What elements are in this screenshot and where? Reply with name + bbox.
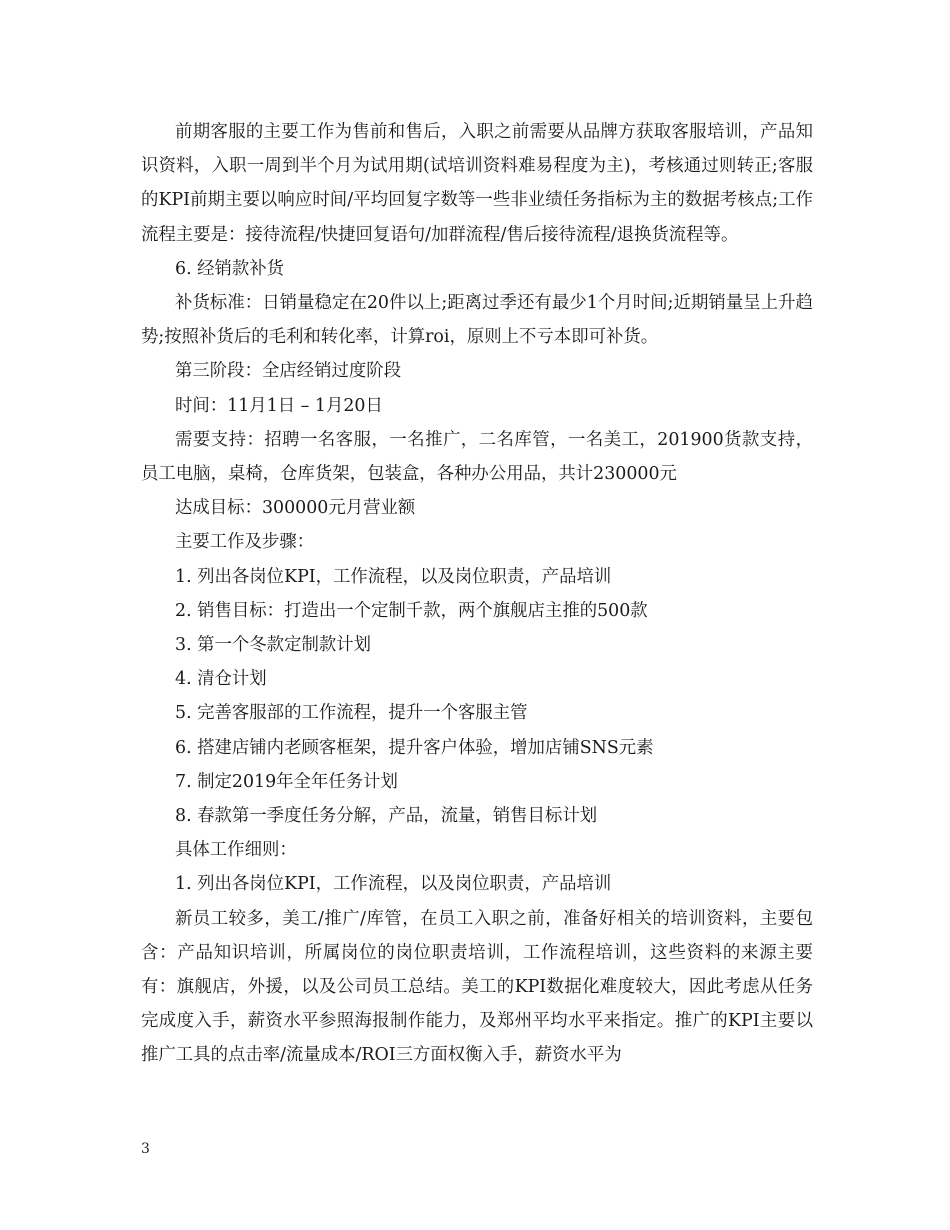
- list-item: 7. 制定2019年全年任务计划: [175, 771, 398, 792]
- list-item: 4. 清仓计划: [175, 669, 267, 690]
- page-number: 3: [141, 1141, 150, 1157]
- list-item: 1. 列出各岗位KPI，工作流程，以及岗位职责，产品培训: [175, 566, 612, 587]
- list-item: 8. 春款第一季度任务分解，产品，流量，销售目标计划: [175, 806, 598, 827]
- heading-phase-three: 第三阶段：全店经销过度阶段: [175, 361, 402, 382]
- paragraph-time: 时间：11月1日 – 1月20日: [175, 395, 383, 416]
- list-item: 2. 销售目标：打造出一个定制千款，两个旗舰店主推的500款: [175, 600, 648, 621]
- list-item: 6. 搭建店铺内老顾客框架，提升客户体验，增加店铺SNS元素: [175, 737, 654, 758]
- paragraph-customer-service-intro: 前期客服的主要工作为售前和售后，入职之前需要从品牌方获取客服培训，产品知识资料，入职一周到半个月为试用期(试培训资料难易程度为主)，考核通过则转正;客服的KPI前期主要以响应时间/平均回复字数等一些非业绩任务指标为主的数据考核点;工作流程主要是：接待流程/快捷回复语句/加群流程/售后接待流程/退换货流程等。: [141, 122, 813, 245]
- list-item: 3. 第一个冬款定制款计划: [175, 635, 372, 656]
- heading-restock: 6. 经销款补货: [175, 258, 285, 279]
- paragraph-support-needed: 需要支持：招聘一名客服，一名推广，二名库管，一名美工，201900货款支持，员工电脑，桌椅，仓库货架，包装盒，各种办公用品，共计230000元: [141, 429, 813, 485]
- document-body: [141, 115, 813, 1073]
- paragraph-target: 达成目标：300000元月营业额: [175, 498, 416, 519]
- heading-main-work: 主要工作及步骤：: [175, 532, 315, 553]
- paragraph-restock-standard: 补货标准：日销量稳定在20件以上;距离过季还有最少1个月时间;近期销量呈上升趋势;按照补货后的毛利和转化率，计算roi，原则上不亏本即可补货。: [141, 293, 813, 348]
- list-item: 5. 完善客服部的工作流程，提升一个客服主管: [175, 703, 528, 724]
- paragraph-new-staff-training: 新员工较多，美工/推广/库管，在员工入职之前，准备好相关的培训资料，主要包含：产品知识培训，所属岗位的岗位职责培训，工作流程培训，这些资料的来源主要有：旗舰店，外援，以及公司员工总结。美工的KPI数据化难度较大，因此考虑从任务完成度入手，薪资水平参照海报制作能力，及郑州平均水平来指定。推广的KPI主要以推广工具的点击率/流量成本/ROI三方面权衡入手，薪资水平为: [141, 908, 813, 1066]
- heading-work-details: 具体工作细则：: [175, 840, 297, 861]
- list-item: 1. 列出各岗位KPI，工作流程，以及岗位职责，产品培训: [175, 874, 612, 895]
